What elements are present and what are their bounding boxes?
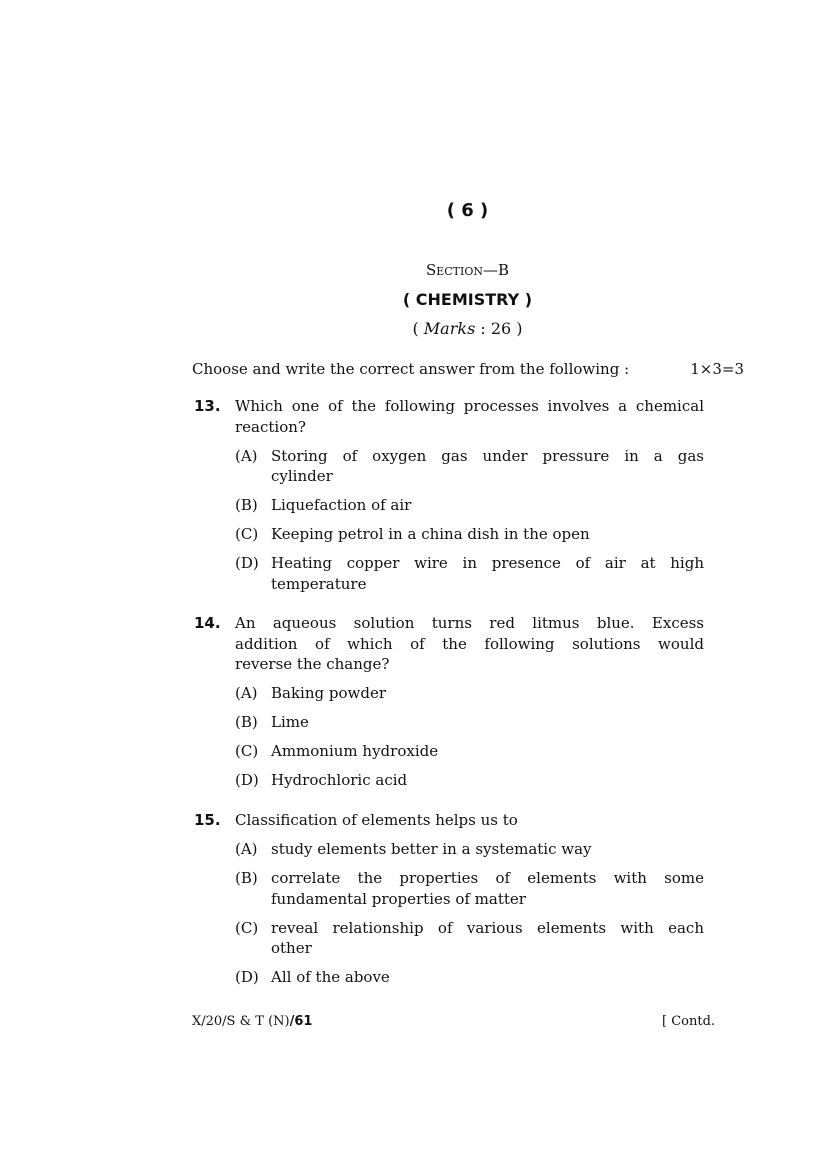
instruction-marks: 1×3=3 [690,360,744,378]
instruction-text: Choose and write the correct answer from the following : [192,360,630,378]
question-number: 13. [194,397,221,415]
option-label: (D) [235,554,259,572]
text-line: Which one of the following processes involves a chemical [235,397,704,415]
answer-option [235,741,704,762]
subject-heading: ( CHEMISTRY ) [402,290,533,309]
text-line: Liquefaction of air [271,496,412,514]
question-13 [194,396,704,594]
option-label: (B) [235,869,258,887]
question-body [235,396,704,594]
marks-heading [0,319,827,338]
option-label: (A) [235,446,258,465]
option-label: (B) [235,713,258,731]
question-14 [194,613,704,791]
paper-code-number: /61 [289,1014,313,1029]
text-line: Lime [271,713,309,731]
text-line: Ammonium hydroxide [271,742,439,760]
instruction [192,360,744,378]
answer-option [235,495,704,516]
answer-option [235,967,704,988]
option-label: (A) [235,684,258,702]
answer-option [235,918,704,959]
question-15 [194,810,704,988]
section-heading [0,261,827,279]
marks-label: Marks [423,319,476,338]
answer-option [235,839,704,860]
option-label: (D) [235,968,259,986]
question-number: 14. [194,614,221,632]
page-number: ( 6 ) [446,200,489,221]
text-line: Storing of oxygen gas under pressure in a gas [271,446,704,465]
option-label: (A) [235,840,258,858]
text-line: Heating copper wire in presence of air at high [271,554,704,572]
answer-option [235,868,704,909]
option-label: (C) [235,918,259,937]
option-label: (D) [235,771,259,789]
section-suffix: —B [483,261,510,279]
answer-option [235,553,704,594]
answer-option [235,712,704,733]
option-label: (C) [235,742,259,760]
text-line: reveal relationship of various elements with each [271,918,704,937]
continued-label: [ Contd. [662,1014,716,1029]
paper-code-text: X/20/S & T (N) [192,1014,290,1029]
text-line: correlate the properties of elements with some [271,869,704,887]
text-line: cylinder [271,467,333,485]
text-line: addition of which of the following solutions would [235,634,704,653]
text-line: Classification of elements helps us to [235,811,518,829]
answer-option [235,770,704,791]
text-line: other [271,939,312,957]
text-line: temperature [271,574,367,593]
option-label: (B) [235,496,258,514]
answer-option [235,446,704,487]
marks-value: : 26 ) [475,319,523,338]
question-number: 15. [194,811,221,829]
question-body [235,613,704,791]
question-body [235,810,704,988]
section-prefix: Section [425,261,484,279]
text-line: Baking powder [271,684,387,702]
text-line: Hydrochloric acid [271,771,408,789]
text-line: study elements better in a systematic way [271,840,592,858]
option-label: (C) [235,525,259,543]
answer-option [235,683,704,704]
text-line: reaction? [235,417,306,436]
answer-option [235,524,704,545]
text-line: reverse the change? [235,655,390,673]
text-line: An aqueous solution turns red litmus blue. Excess [235,614,704,632]
text-line: Keeping petrol in a china dish in the open [271,525,590,543]
paper-code [192,1014,312,1029]
text-line: fundamental properties of matter [271,889,526,908]
text-line: All of the above [271,968,390,986]
marks-open: ( [412,319,424,338]
